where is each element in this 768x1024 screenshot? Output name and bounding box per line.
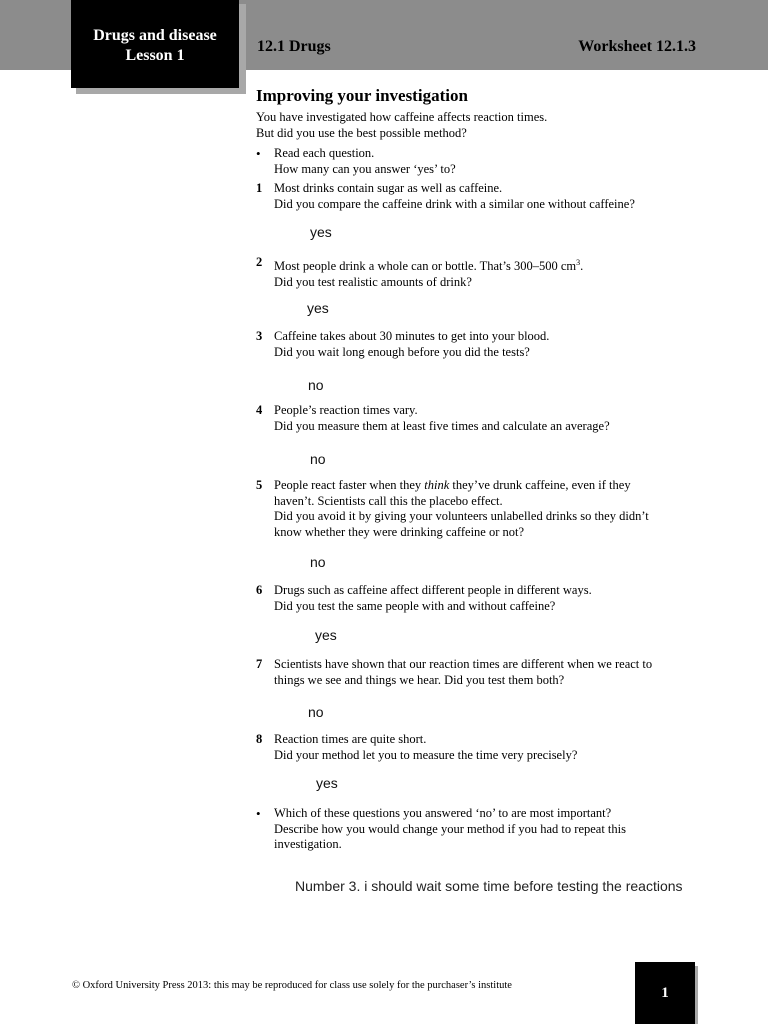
bullet-icon: • — [256, 806, 261, 821]
question-5 — [256, 478, 716, 540]
question-7 — [256, 657, 716, 688]
question-line: Which of these questions you answered ‘no’ to are most important? — [274, 806, 612, 820]
lesson-box — [71, 0, 239, 88]
bullet-icon: • — [256, 146, 261, 161]
section-title: 12.1 Drugs — [257, 38, 331, 55]
question-4 — [256, 403, 716, 434]
question-line: Did you wait long enough before you did the tests? — [274, 344, 530, 359]
question-8 — [256, 732, 716, 763]
answer-7[interactable]: no — [308, 704, 324, 720]
lesson-title: Lesson 1 — [125, 47, 185, 64]
question-line: Did your method let you to measure the time very precisely? — [274, 747, 578, 762]
question-line: Most drinks contain sugar as well as caffeine. — [274, 181, 503, 195]
question-number: 8 — [256, 732, 263, 746]
question-line: Did you compare the caffeine drink with a similar one without caffeine? — [274, 196, 635, 211]
question-number: 7 — [256, 657, 263, 671]
question-line: Drugs such as caffeine affect different people in different ways. — [274, 583, 592, 597]
footer-copyright: © Oxford University Press 2013: this may be reproduced for class use solely for the purchaser’s institute — [72, 980, 512, 991]
question-number: 4 — [256, 403, 263, 417]
question-line: Caffeine takes about 30 minutes to get into your blood. — [274, 329, 550, 343]
question-text: Most people drink a whole can or bottle. That’s 300–500 cm — [274, 259, 577, 274]
answer-1[interactable]: yes — [310, 224, 332, 240]
question-line: investigation. — [274, 837, 342, 851]
intro-line: But did you use the best possible method? — [256, 125, 467, 140]
answer-8[interactable]: yes — [316, 775, 338, 791]
answer-3[interactable]: no — [308, 377, 324, 393]
question-text: People react faster when they — [274, 478, 425, 492]
question-line: Did you test the same people with and without caffeine? — [274, 598, 556, 613]
final-answer[interactable]: Number 3. i should wait some time before testing the reactions — [295, 878, 683, 894]
emphasis-text: think — [424, 478, 450, 492]
question-number: 6 — [256, 583, 263, 597]
question-line: Did you measure them at least five times and calculate an average? — [274, 418, 610, 433]
answer-5[interactable]: no — [310, 554, 326, 570]
question-line: Did you avoid it by giving your volunteers unlabelled drinks so they didn’t — [274, 509, 649, 523]
question-6 — [256, 583, 716, 614]
question-number: 2 — [256, 255, 263, 269]
question-number: 5 — [256, 478, 263, 492]
page-title: Improving your investigation — [256, 86, 468, 105]
answer-6[interactable]: yes — [315, 627, 337, 643]
intro-line: You have investigated how caffeine affects reaction times. — [256, 110, 548, 124]
question-text: . — [580, 259, 584, 274]
page-number: 1 — [635, 962, 695, 1024]
question-line: haven’t. Scientists call this the placebo effect. — [274, 493, 503, 508]
superscript: 3 — [576, 258, 581, 267]
question-number: 1 — [256, 181, 263, 195]
intro-text — [256, 110, 547, 141]
instruction-item — [256, 146, 716, 177]
question-1 — [256, 181, 716, 212]
question-line — [274, 478, 716, 494]
question-3 — [256, 329, 716, 360]
question-text: they’ve drunk caffeine, even if they — [449, 478, 631, 492]
question-line: know whether they were drinking caffeine or not? — [274, 524, 525, 539]
final-question — [256, 806, 716, 853]
question-2 — [256, 255, 716, 290]
question-line: things we see and things we hear. Did you test them both? — [274, 672, 565, 687]
instruction-line: How many can you answer ‘yes’ to? — [274, 161, 456, 176]
answer-2[interactable]: yes — [307, 300, 329, 316]
question-line: Scientists have shown that our reaction times are different when we react to — [274, 657, 653, 671]
question-line: People’s reaction times vary. — [274, 403, 418, 417]
instruction-line: Read each question. — [274, 146, 375, 160]
question-number: 3 — [256, 329, 263, 343]
question-line: Reaction times are quite short. — [274, 732, 427, 746]
answer-4[interactable]: no — [310, 451, 326, 467]
question-line: Did you test realistic amounts of drink? — [274, 274, 472, 289]
worksheet-number: Worksheet 12.1.3 — [578, 38, 696, 55]
question-line: Describe how you would change your method if you had to repeat this — [274, 821, 626, 836]
question-line — [274, 255, 716, 275]
topic-title: Drugs and disease — [93, 27, 217, 44]
